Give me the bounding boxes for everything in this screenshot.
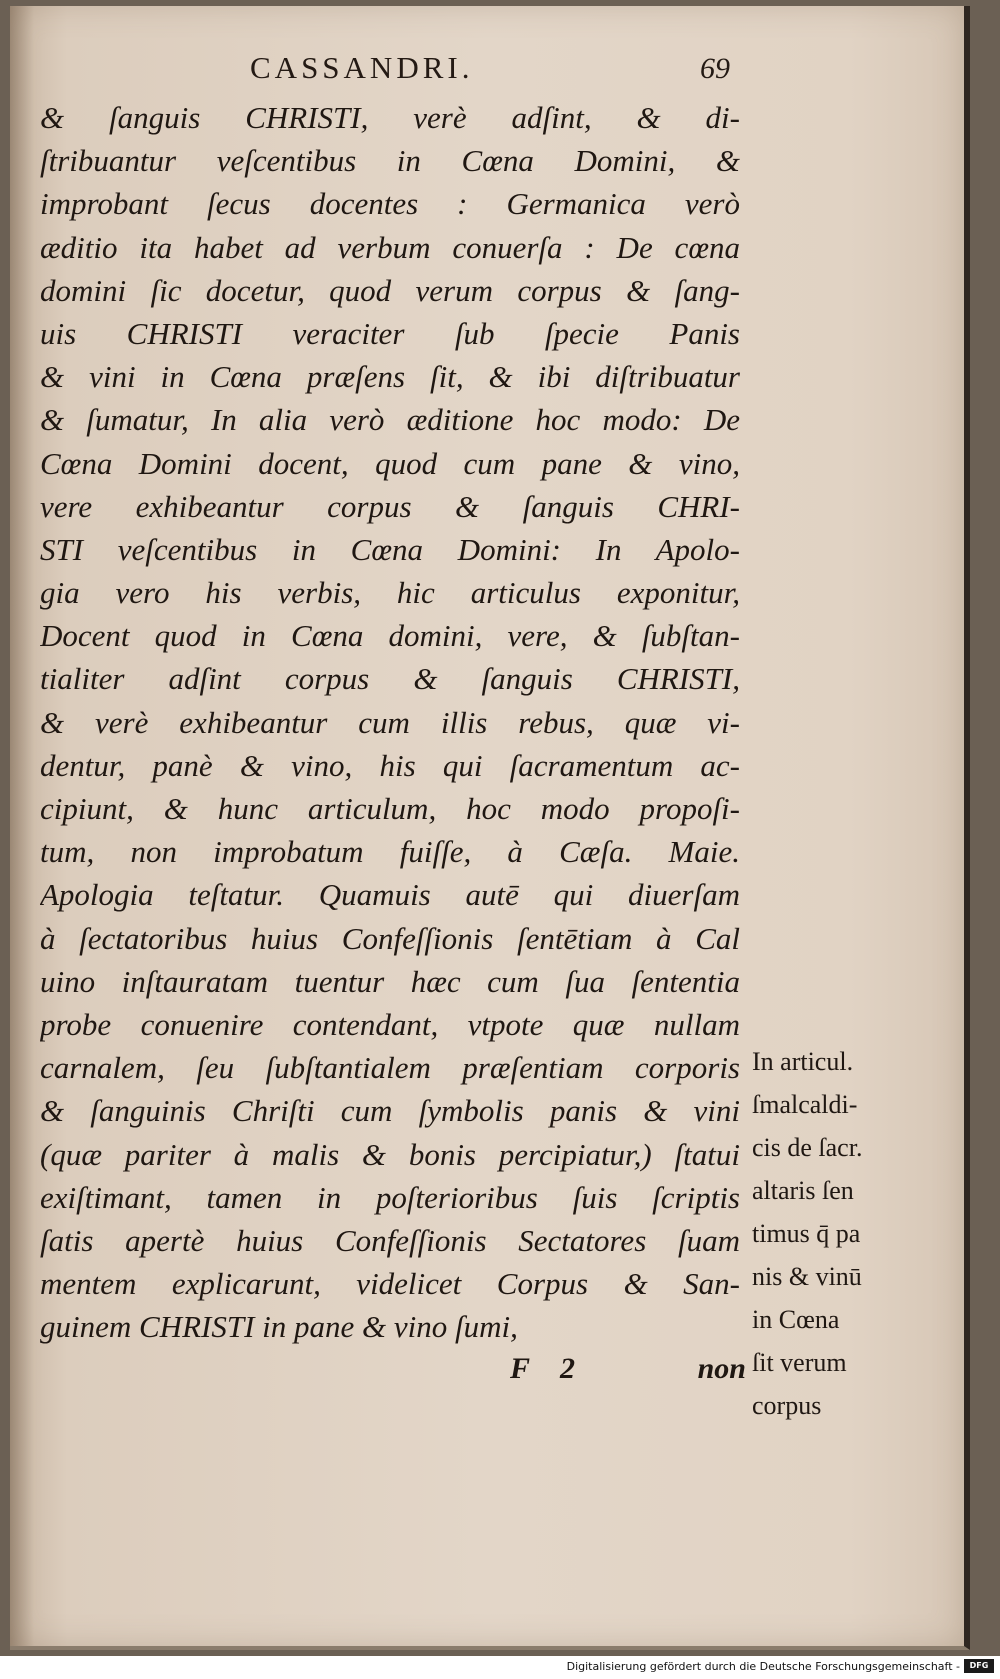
margin-line: nis & vinū (752, 1262, 862, 1291)
text-line: exiſtimant, tamen in poſterioribus ſuis ſcriptis (40, 1179, 740, 1215)
spine-shadow (10, 6, 34, 1646)
signature-number: 2 (560, 1352, 575, 1385)
catchword: non (697, 1352, 746, 1385)
running-head: CASSANDRI. (250, 50, 474, 85)
text-line: cipiunt, & hunc articulum, hoc modo propoſi- (40, 791, 740, 826)
text-line: & ſumatur, In alia verò æditione hoc modo: De (40, 402, 740, 438)
page-number: 69 (700, 52, 730, 85)
text-line: vere exhibeantur corpus & ſanguis CHRI- (40, 488, 740, 524)
margin-line: ſit verum (752, 1348, 847, 1377)
text-line: tum, non improbatum fuiſſe, à Cæſa. Maie. (40, 834, 740, 870)
margin-line: in Cœna (752, 1305, 840, 1334)
text-line: à ſectatoribus huius Confeſſionis ſentētiam à Cal (40, 920, 740, 956)
text-line: probe conuenire contendant, vtpote quæ nullam (40, 1006, 740, 1042)
margin-line: timus q̄ pa (752, 1219, 861, 1248)
text-line: & ſanguinis Chriſti cum ſymbolis panis & vini (40, 1093, 740, 1129)
text-line: domini ſic docetur, quod verum corpus & ſang- (40, 272, 740, 308)
text-line: carnalem, ſeu ſubſtantialem præſentiam corporis (40, 1050, 740, 1086)
margin-line: ſmalcaldi- (752, 1090, 858, 1119)
text-line: uino inſtauratam tuentur hæc cum ſua ſententia (40, 963, 740, 999)
text-line: & verè exhibeantur cum illis rebus, quæ vi- (40, 704, 740, 740)
text-line: STI veſcentibus in Cœna Domini: In Apolo- (40, 531, 740, 567)
text-line: mentem explicarunt, videlicet Corpus & San- (40, 1266, 740, 1302)
main-text-block (40, 96, 740, 1348)
text-line: (quæ pariter à malis & bonis percipiatur,) ſtatui (40, 1136, 740, 1172)
funding-credit[interactable]: Digitalisierung gefördert durch die Deutsche Forschungsgemeinschaft - (566, 1660, 960, 1673)
text-line: guinem CHRISTI in pane & vino ſumi, (40, 1309, 518, 1345)
text-line: dentur, panè & vino, his qui ſacramentum ac- (40, 747, 740, 783)
margin-line: altaris ſen (752, 1176, 854, 1205)
text-line: Apologia teſtatur. Quamuis autē qui diuerſam (40, 877, 740, 913)
text-line: gia vero his verbis, hic articulus exponitur, (40, 575, 740, 611)
signature-mark: F (510, 1352, 531, 1385)
text-line: Docent quod in Cœna domini, vere, & ſubſtan- (40, 618, 740, 654)
text-line: tialiter adſint corpus & ſanguis CHRISTI, (40, 661, 740, 697)
text-line: improbant ſecus docentes : Germanica verò (40, 186, 740, 222)
text-line: ſtribuantur veſcentibus in Cœna Domini, & (40, 143, 740, 179)
marginal-note (752, 1040, 912, 1427)
text-line: Cœna Domini docent, quod cum pane & vino, (40, 445, 740, 481)
dfg-logo[interactable]: DFG (964, 1659, 994, 1673)
margin-line: cis de ſacr. (752, 1133, 863, 1162)
margin-line: In articul. (752, 1047, 854, 1076)
text-line: uis CHRISTI veraciter ſub ſpecie Panis (40, 315, 740, 351)
margin-line: corpus (752, 1391, 822, 1420)
text-line: ſatis apertè huius Confeſſionis Sectatores ſuam (40, 1222, 740, 1258)
digitization-footer (0, 1656, 1000, 1679)
text-line: & vini in Cœna præſens ſit, & ibi diſtribuatur (40, 359, 740, 395)
text-line: æditio ita habet ad verbum conuerſa : De cœna (40, 229, 740, 265)
text-line: & ſanguis CHRISTI, verè adſint, & di- (40, 100, 740, 135)
